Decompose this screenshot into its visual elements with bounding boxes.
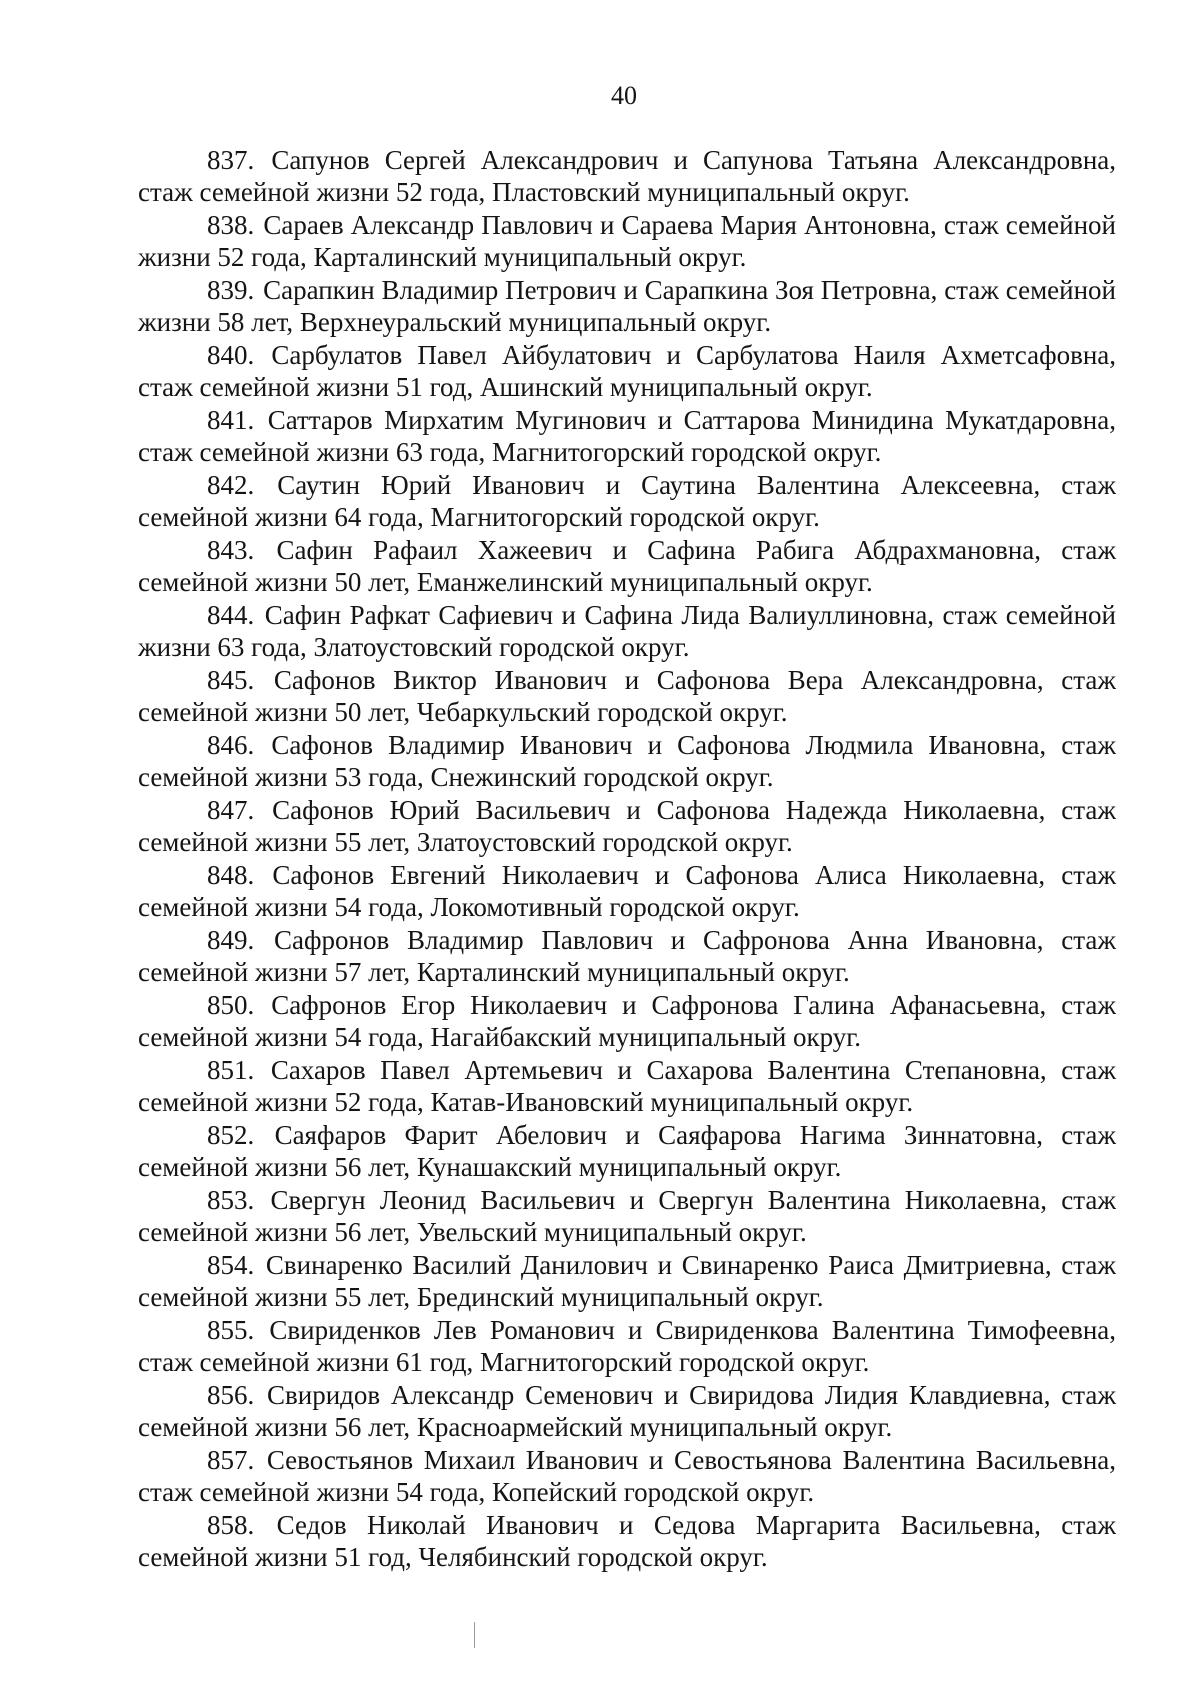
entry-number: 842. <box>207 470 255 500</box>
entry-text: Саттаров Мирхатим Мугинович и Саттарова Минидина Мукатдаровна, стаж семейной жизни 63 года, Магнитогорский городской округ. <box>138 405 1116 467</box>
entry-number: 838. <box>207 210 255 240</box>
entry-number: 849. <box>207 925 255 955</box>
list-item <box>138 664 1116 728</box>
entry-text: Сафонов Юрий Васильевич и Сафонова Надежда Николаевна, стаж семейной жизни 55 лет, Златоустовский городской округ. <box>138 795 1116 857</box>
list-item <box>138 1379 1116 1443</box>
entry-text: Сапунов Сергей Александрович и Сапунова Татьяна Александровна, стаж семейной жизни 52 года, Пластовский муниципальный округ. <box>138 145 1117 207</box>
entry-text: Сараев Александр Павлович и Сараева Мария Антоновна, стаж семейной жизни 52 года, Карталинский муниципальный округ. <box>138 210 1117 272</box>
entry-number: 843. <box>207 535 255 565</box>
entry-text: Сафин Рафкат Сафиевич и Сафина Лида Валиуллиновна, стаж семейной жизни 63 года, Златоустовский городской округ. <box>138 600 1116 662</box>
entry-text: Сарбулатов Павел Айбулатович и Сарбулатова Наиля Ахметсафовна, стаж семейной жизни 51 год, Ашинский муниципальный округ. <box>138 340 1117 402</box>
list-item <box>138 1249 1116 1313</box>
entry-text: Сафонов Владимир Иванович и Сафонова Людмила Ивановна, стаж семейной жизни 53 года, Снежинский городской округ. <box>138 730 1117 792</box>
list-item <box>138 274 1116 338</box>
list-item <box>138 1184 1116 1248</box>
entry-text: Сафронов Егор Николаевич и Сафронова Галина Афанасьевна, стаж семейной жизни 54 года, Нагайбакский муниципальный округ. <box>138 990 1116 1052</box>
entry-number: 853. <box>207 1185 255 1215</box>
entry-text: Сафин Рафаил Хажеевич и Сафина Рабига Абдрахмановна, стаж семейной жизни 50 лет, Еманжелинский муниципальный округ. <box>138 535 1117 597</box>
entry-text: Саутин Юрий Иванович и Саутина Валентина Алексеевна, стаж семейной жизни 64 года, Магнитогорский городской округ. <box>138 470 1116 532</box>
list-item <box>138 1119 1116 1183</box>
entry-text: Севостьянов Михаил Иванович и Севостьянова Валентина Васильевна, стаж семейной жизни 54 года, Копейский городской округ. <box>138 1445 1117 1507</box>
list-item <box>138 404 1116 468</box>
page-number: 40 <box>611 81 637 110</box>
entry-text: Свириденков Лев Романович и Свириденкова Валентина Тимофеевна, стаж семейной жизни 61 год, Магнитогорский городской округ. <box>138 1315 1117 1377</box>
list-item <box>138 1314 1116 1378</box>
list-item <box>138 144 1116 208</box>
list-item <box>138 989 1116 1053</box>
entry-number: 858. <box>207 1510 255 1540</box>
entry-number: 840. <box>207 340 255 370</box>
entry-text: Свиридов Александр Семенович и Свиридова Лидия Клавдиевна, стаж семейной жизни 56 лет, Красноармейский муниципальный округ. <box>138 1380 1116 1442</box>
entry-text: Свергун Леонид Васильевич и Свергун Валентина Николаевна, стаж семейной жизни 56 лет, Увельский муниципальный округ. <box>138 1185 1116 1247</box>
scan-artifact-line <box>474 1622 475 1648</box>
entry-text: Сафонов Евгений Николаевич и Сафонова Алиса Николаевна, стаж семейной жизни 54 года, Локомотивный городской округ. <box>138 860 1117 922</box>
entry-number: 839. <box>207 275 255 305</box>
entry-number: 841. <box>207 405 255 435</box>
entry-number: 837. <box>207 145 255 175</box>
entry-number: 850. <box>207 990 255 1020</box>
entry-number: 856. <box>207 1380 255 1410</box>
entry-number: 848. <box>207 860 255 890</box>
entry-number: 846. <box>207 730 255 760</box>
entry-text: Сарапкин Владимир Петрович и Сарапкина Зоя Петровна, стаж семейной жизни 58 лет, Верхнеуральский муниципальный округ. <box>138 275 1117 337</box>
entry-text: Сафонов Виктор Иванович и Сафонова Вера Александровна, стаж семейной жизни 50 лет, Чебаркульский городской округ. <box>138 665 1116 727</box>
list-item <box>138 339 1116 403</box>
list-item <box>138 599 1116 663</box>
list-item <box>138 1509 1116 1573</box>
entry-number: 851. <box>207 1055 255 1085</box>
entry-number: 844. <box>207 600 255 630</box>
entry-text: Свинаренко Василий Данилович и Свинаренко Раиса Дмитриевна, стаж семейной жизни 55 лет, Брединский муниципальный округ. <box>138 1250 1116 1312</box>
list-item <box>138 534 1116 598</box>
list-item <box>138 859 1116 923</box>
entry-text: Сахаров Павел Артемьевич и Сахарова Валентина Степановна, стаж семейной жизни 52 года, Катав-Ивановский муниципальный округ. <box>138 1055 1116 1117</box>
list-item <box>138 924 1116 988</box>
entry-number: 847. <box>207 795 255 825</box>
entry-number: 845. <box>207 665 255 695</box>
entry-number: 854. <box>207 1250 255 1280</box>
list-item <box>138 1054 1116 1118</box>
entry-text: Саяфаров Фарит Абелович и Саяфарова Нагима Зиннатовна, стаж семейной жизни 56 лет, Кунашакский муниципальный округ. <box>138 1120 1117 1182</box>
entry-text: Седов Николай Иванович и Седова Маргарита Васильевна, стаж семейной жизни 51 год, Челябинский городской округ. <box>138 1510 1117 1572</box>
list-item <box>138 794 1116 858</box>
list-item <box>138 1444 1116 1508</box>
entry-number: 857. <box>207 1445 255 1475</box>
list-item <box>138 209 1116 273</box>
list-item <box>138 729 1116 793</box>
entry-number: 855. <box>207 1315 255 1345</box>
entry-number: 852. <box>207 1120 255 1150</box>
entry-text: Сафронов Владимир Павлович и Сафронова Анна Ивановна, стаж семейной жизни 57 лет, Карталинский муниципальный округ. <box>138 925 1116 987</box>
award-list <box>138 144 1116 1573</box>
list-item <box>138 469 1116 533</box>
